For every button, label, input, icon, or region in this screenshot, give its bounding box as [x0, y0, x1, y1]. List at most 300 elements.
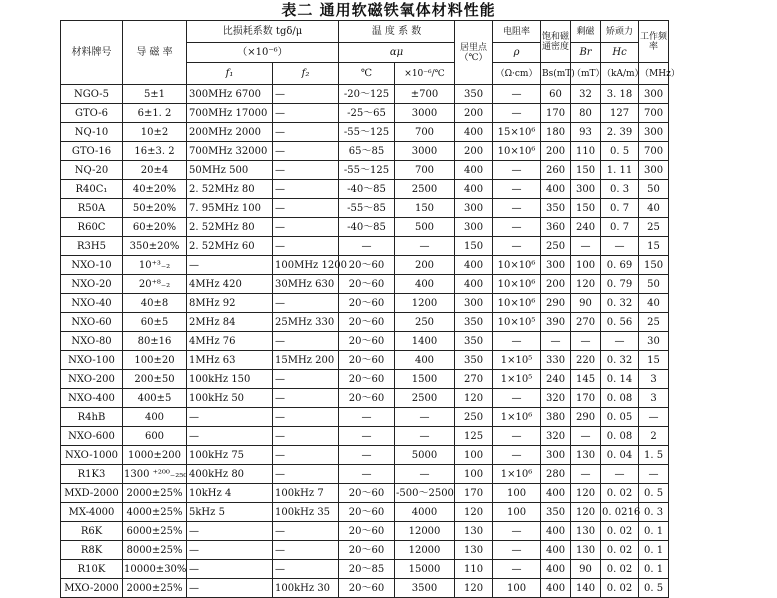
cell-loss-f2: — [273, 218, 339, 237]
cell-curie: 400 [455, 161, 493, 180]
cell-resistivity: — [493, 180, 541, 199]
cell-permeability: 60±20% [123, 218, 187, 237]
cell-br: 120 [571, 484, 601, 503]
cell-freq: 25 [639, 313, 669, 332]
cell-bs: 380 [541, 408, 571, 427]
cell-temp-coef: 500 [395, 218, 455, 237]
cell-loss-f1: 2. 52MHz 80 [187, 180, 273, 199]
cell-resistivity: 1×10⁶ [493, 408, 541, 427]
cell-loss-f2: 100kHz 30 [273, 579, 339, 598]
cell-permeability: 10±2 [123, 123, 187, 142]
cell-bs: 170 [541, 104, 571, 123]
cell-temp-range: — [339, 427, 395, 446]
table-row [61, 161, 669, 180]
material-properties-table [60, 20, 680, 598]
cell-bs: 400 [541, 522, 571, 541]
cell-material: R4hB [61, 408, 123, 427]
cell-curie: 200 [455, 142, 493, 161]
cell-br: 130 [571, 446, 601, 465]
cell-loss-f1: — [187, 541, 273, 560]
cell-temp-range: 20～60 [339, 541, 395, 560]
cell-br: 130 [571, 522, 601, 541]
cell-temp-range: -40～85 [339, 180, 395, 199]
cell-br: — [571, 237, 601, 256]
cell-hc: 1. 11 [601, 161, 639, 180]
cell-loss-f2: — [273, 370, 339, 389]
cell-loss-f2: 30MHz 630 [273, 275, 339, 294]
cell-hc: 0. 02 [601, 560, 639, 579]
cell-permeability: 400 [123, 408, 187, 427]
cell-bs: 400 [541, 541, 571, 560]
table-row [61, 256, 669, 275]
cell-loss-f1: 2MHz 84 [187, 313, 273, 332]
cell-loss-f2: — [273, 294, 339, 313]
cell-material: MX-4000 [61, 503, 123, 522]
header-f1: f₁ [187, 63, 273, 85]
cell-bs: 240 [541, 370, 571, 389]
cell-temp-range: -55～85 [339, 199, 395, 218]
cell-temp-coef: 700 [395, 161, 455, 180]
cell-loss-f1: 2. 52MHz 60 [187, 237, 273, 256]
cell-temp-coef: ±700 [395, 85, 455, 104]
cell-temp-coef: — [395, 427, 455, 446]
cell-loss-f2: — [273, 199, 339, 218]
cell-temp-range: 65～85 [339, 142, 395, 161]
cell-resistivity: — [493, 389, 541, 408]
cell-br: 290 [571, 408, 601, 427]
table-row [61, 142, 669, 161]
table-row [61, 427, 669, 446]
cell-freq: 2 [639, 427, 669, 446]
cell-temp-range: -25～65 [339, 104, 395, 123]
cell-loss-f1: 4MHz 420 [187, 275, 273, 294]
cell-br: 100 [571, 256, 601, 275]
cell-loss-f1: — [187, 256, 273, 275]
cell-permeability: 60±5 [123, 313, 187, 332]
cell-freq: 700 [639, 104, 669, 123]
cell-temp-coef: 3500 [395, 579, 455, 598]
cell-loss-f1: 50MHz 500 [187, 161, 273, 180]
cell-temp-coef: 5000 [395, 446, 455, 465]
cell-temp-range: 20～60 [339, 351, 395, 370]
cell-hc: 0. 79 [601, 275, 639, 294]
cell-material: MXD-2000 [61, 484, 123, 503]
header-br: 剩磁 [571, 21, 601, 43]
cell-loss-f2: — [273, 427, 339, 446]
header-rho: ρ [493, 43, 541, 63]
cell-temp-coef: 1500 [395, 370, 455, 389]
cell-br: 93 [571, 123, 601, 142]
cell-permeability: 20⁺⁸₋₂ [123, 275, 187, 294]
cell-hc: 0. 7 [601, 199, 639, 218]
cell-freq: 50 [639, 275, 669, 294]
cell-resistivity: — [493, 427, 541, 446]
cell-hc: 3. 18 [601, 85, 639, 104]
cell-temp-range: — [339, 446, 395, 465]
cell-hc: 0. 32 [601, 351, 639, 370]
cell-freq: 0. 5 [639, 484, 669, 503]
cell-loss-f1: 7. 95MHz 100 [187, 199, 273, 218]
header-freq-unit: （MHz） [639, 63, 669, 85]
table-row [61, 275, 669, 294]
cell-permeability: 8000±25% [123, 541, 187, 560]
cell-bs: 320 [541, 389, 571, 408]
cell-loss-f2: — [273, 408, 339, 427]
header-br-symbol: Br [571, 43, 601, 63]
cell-br: 110 [571, 142, 601, 161]
table-row [61, 560, 669, 579]
cell-hc: 0. 3 [601, 180, 639, 199]
cell-temp-coef: 700 [395, 123, 455, 142]
cell-curie: 400 [455, 256, 493, 275]
cell-material: NXO-80 [61, 332, 123, 351]
cell-temp-coef: 1200 [395, 294, 455, 313]
header-hc-unit: （kA/m） [601, 63, 639, 85]
cell-bs: 300 [541, 256, 571, 275]
cell-loss-f1: 8MHz 92 [187, 294, 273, 313]
cell-temp-coef: 2500 [395, 180, 455, 199]
cell-loss-f1: 100kHz 150 [187, 370, 273, 389]
cell-material: NXO-200 [61, 370, 123, 389]
cell-material: NXO-40 [61, 294, 123, 313]
cell-material: NQ-10 [61, 123, 123, 142]
cell-temp-range: 20～60 [339, 370, 395, 389]
cell-loss-f2: — [273, 237, 339, 256]
cell-loss-f1: 100kHz 75 [187, 446, 273, 465]
cell-loss-f2: — [273, 142, 339, 161]
cell-material: R6K [61, 522, 123, 541]
cell-temp-range: 20～60 [339, 389, 395, 408]
cell-temp-coef: 400 [395, 351, 455, 370]
cell-bs: 400 [541, 560, 571, 579]
cell-br: 300 [571, 180, 601, 199]
cell-curie: 130 [455, 522, 493, 541]
cell-loss-f2: — [273, 465, 339, 484]
cell-loss-f1: — [187, 522, 273, 541]
cell-br: — [571, 427, 601, 446]
cell-bs: 400 [541, 484, 571, 503]
cell-bs: 200 [541, 142, 571, 161]
cell-material: NQ-20 [61, 161, 123, 180]
cell-curie: 120 [455, 389, 493, 408]
cell-loss-f1: 1MHz 63 [187, 351, 273, 370]
cell-br: 270 [571, 313, 601, 332]
cell-curie: 350 [455, 351, 493, 370]
cell-bs: 180 [541, 123, 571, 142]
cell-curie: 400 [455, 123, 493, 142]
header-bs-unit: Bs(mT) [541, 63, 571, 85]
cell-freq: 25 [639, 218, 669, 237]
cell-resistivity: 15×10⁶ [493, 123, 541, 142]
cell-temp-range: 20～60 [339, 579, 395, 598]
cell-loss-f1: 4MHz 76 [187, 332, 273, 351]
cell-br: 145 [571, 370, 601, 389]
cell-resistivity: 100 [493, 503, 541, 522]
cell-temp-range: 20～60 [339, 503, 395, 522]
table-row [61, 351, 669, 370]
cell-resistivity: — [493, 85, 541, 104]
cell-temp-range: 20～85 [339, 560, 395, 579]
cell-material: NXO-10 [61, 256, 123, 275]
cell-br: 80 [571, 104, 601, 123]
cell-permeability: 200±50 [123, 370, 187, 389]
cell-permeability: 10000±30% [123, 560, 187, 579]
cell-br: 150 [571, 199, 601, 218]
cell-temp-coef: -500～2500 [395, 484, 455, 503]
table-row [61, 484, 669, 503]
cell-bs: 400 [541, 579, 571, 598]
table-row [61, 389, 669, 408]
table-row [61, 123, 669, 142]
cell-temp-coef: 3000 [395, 142, 455, 161]
cell-curie: 400 [455, 275, 493, 294]
cell-loss-f1: 700MHz 32000 [187, 142, 273, 161]
cell-loss-f2: — [273, 446, 339, 465]
header-hc: 矫顽力 [601, 21, 639, 43]
cell-hc: — [601, 332, 639, 351]
cell-freq: 300 [639, 123, 669, 142]
cell-freq: 30 [639, 332, 669, 351]
cell-loss-f2: — [273, 123, 339, 142]
cell-permeability: 6000±25% [123, 522, 187, 541]
cell-permeability: 16±3. 2 [123, 142, 187, 161]
header-loss-unit: （×10⁻⁶） [187, 43, 339, 63]
cell-loss-f2: — [273, 560, 339, 579]
cell-br: 170 [571, 389, 601, 408]
cell-resistivity: 10×10⁶ [493, 275, 541, 294]
table-title: 表二 通用软磁铁氧体材料性能 [281, 1, 496, 19]
cell-loss-f1: 200MHz 2000 [187, 123, 273, 142]
cell-freq: 300 [639, 85, 669, 104]
cell-hc: 0. 02 [601, 522, 639, 541]
cell-hc: 2. 39 [601, 123, 639, 142]
table-row [61, 579, 669, 598]
header-br-unit: （mT） [571, 63, 601, 85]
cell-curie: 300 [455, 218, 493, 237]
cell-temp-range: -55～125 [339, 161, 395, 180]
cell-freq: 0. 1 [639, 522, 669, 541]
cell-hc: 0. 0216 [601, 503, 639, 522]
cell-material: NXO-1000 [61, 446, 123, 465]
cell-hc: 0. 02 [601, 484, 639, 503]
cell-hc: 0. 08 [601, 389, 639, 408]
cell-resistivity: 100 [493, 484, 541, 503]
table-row [61, 503, 669, 522]
cell-permeability: 1300 ⁺²⁰⁰₋₂₅₀ [123, 465, 187, 484]
cell-permeability: 400±5 [123, 389, 187, 408]
cell-temp-range: 20～60 [339, 275, 395, 294]
cell-material: R60C [61, 218, 123, 237]
header-freq: 工作频率 [639, 21, 669, 63]
header-temp-c: ℃ [339, 63, 395, 85]
cell-curie: 120 [455, 503, 493, 522]
cell-bs: 260 [541, 161, 571, 180]
cell-freq: 3 [639, 370, 669, 389]
cell-resistivity: — [493, 218, 541, 237]
cell-loss-f1: — [187, 408, 273, 427]
cell-temp-range: -20～125 [339, 85, 395, 104]
cell-bs: 390 [541, 313, 571, 332]
cell-bs: 360 [541, 218, 571, 237]
cell-temp-coef: 12000 [395, 522, 455, 541]
cell-permeability: 40±8 [123, 294, 187, 313]
cell-hc: 0. 04 [601, 446, 639, 465]
cell-freq: 300 [639, 161, 669, 180]
cell-br: 140 [571, 579, 601, 598]
cell-freq: 15 [639, 237, 669, 256]
cell-permeability: 10⁺³₋₂ [123, 256, 187, 275]
cell-curie: 200 [455, 104, 493, 123]
cell-br: 130 [571, 541, 601, 560]
cell-material: NXO-20 [61, 275, 123, 294]
cell-br: 120 [571, 275, 601, 294]
cell-br: 90 [571, 294, 601, 313]
cell-curie: 170 [455, 484, 493, 503]
cell-loss-f1: 2. 52MHz 80 [187, 218, 273, 237]
cell-permeability: 600 [123, 427, 187, 446]
cell-temp-coef: 2500 [395, 389, 455, 408]
cell-curie: 110 [455, 560, 493, 579]
cell-material: MXO-2000 [61, 579, 123, 598]
cell-curie: 250 [455, 408, 493, 427]
cell-material: R1K3 [61, 465, 123, 484]
cell-resistivity: 1×10⁵ [493, 351, 541, 370]
cell-permeability: 6±1. 2 [123, 104, 187, 123]
cell-resistivity: 1×10⁵ [493, 370, 541, 389]
cell-material: GTO-16 [61, 142, 123, 161]
cell-permeability: 2000±25% [123, 579, 187, 598]
cell-material: R3H5 [61, 237, 123, 256]
cell-loss-f1: — [187, 579, 273, 598]
cell-temp-range: -55～125 [339, 123, 395, 142]
cell-freq: 0. 5 [639, 579, 669, 598]
cell-curie: 120 [455, 579, 493, 598]
cell-temp-range: 20～60 [339, 294, 395, 313]
cell-permeability: 4000±25% [123, 503, 187, 522]
cell-bs: 200 [541, 275, 571, 294]
cell-temp-range: -40～85 [339, 218, 395, 237]
cell-loss-f2: — [273, 180, 339, 199]
cell-resistivity: — [493, 541, 541, 560]
cell-temp-coef: 12000 [395, 541, 455, 560]
cell-loss-f2: 100kHz 7 [273, 484, 339, 503]
cell-loss-f2: — [273, 85, 339, 104]
cell-br: 220 [571, 351, 601, 370]
cell-freq: 0. 1 [639, 560, 669, 579]
cell-temp-coef: 150 [395, 199, 455, 218]
cell-permeability: 80±16 [123, 332, 187, 351]
cell-hc: 0. 02 [601, 579, 639, 598]
cell-loss-f2: 100kHz 35 [273, 503, 339, 522]
cell-bs: 350 [541, 503, 571, 522]
cell-bs: 350 [541, 199, 571, 218]
cell-hc: 0. 5 [601, 142, 639, 161]
cell-bs: 400 [541, 180, 571, 199]
table-row [61, 541, 669, 560]
cell-resistivity: — [493, 332, 541, 351]
header-temp-unit: ×10⁻⁶/℃ [395, 63, 455, 85]
cell-loss-f2: 15MHz 200 [273, 351, 339, 370]
cell-bs: 330 [541, 351, 571, 370]
cell-br: 90 [571, 560, 601, 579]
cell-loss-f2: 25MHz 330 [273, 313, 339, 332]
cell-freq: 0. 3 [639, 503, 669, 522]
cell-loss-f2: — [273, 161, 339, 180]
cell-freq: 50 [639, 180, 669, 199]
header-permeability: 导 磁 率 [123, 21, 187, 85]
cell-curie: 350 [455, 313, 493, 332]
cell-freq: 40 [639, 294, 669, 313]
table-body [61, 85, 669, 598]
cell-freq: 15 [639, 351, 669, 370]
cell-resistivity: — [493, 161, 541, 180]
table-row [61, 370, 669, 389]
cell-resistivity: — [493, 237, 541, 256]
cell-temp-coef: 4000 [395, 503, 455, 522]
table-row [61, 522, 669, 541]
header-f2: f₂ [273, 63, 339, 85]
header-resistivity: 电阻率 [493, 21, 541, 43]
table-row [61, 313, 669, 332]
cell-hc: 0. 56 [601, 313, 639, 332]
cell-loss-f2: — [273, 332, 339, 351]
header-material: 材料牌号 [61, 21, 123, 85]
cell-hc: 0. 14 [601, 370, 639, 389]
cell-curie: 350 [455, 85, 493, 104]
header-curie: 居里点（℃） [455, 21, 493, 85]
table-row [61, 180, 669, 199]
cell-temp-coef: 400 [395, 275, 455, 294]
cell-hc: 0. 69 [601, 256, 639, 275]
cell-br: 32 [571, 85, 601, 104]
cell-br: 120 [571, 503, 601, 522]
cell-resistivity: — [493, 104, 541, 123]
cell-temp-coef: 1400 [395, 332, 455, 351]
cell-curie: 270 [455, 370, 493, 389]
cell-hc: 127 [601, 104, 639, 123]
cell-freq: — [639, 465, 669, 484]
cell-temp-range: 20～60 [339, 332, 395, 351]
cell-freq: — [639, 408, 669, 427]
cell-loss-f1: — [187, 560, 273, 579]
table-row [61, 85, 669, 104]
table-row [61, 104, 669, 123]
cell-hc: — [601, 465, 639, 484]
cell-permeability: 40±20% [123, 180, 187, 199]
cell-loss-f2: — [273, 104, 339, 123]
cell-loss-f2: — [273, 389, 339, 408]
cell-br: — [571, 465, 601, 484]
cell-curie: 350 [455, 332, 493, 351]
cell-material: NXO-400 [61, 389, 123, 408]
cell-temp-range: — [339, 408, 395, 427]
cell-temp-range: 20～60 [339, 522, 395, 541]
cell-resistivity: 10×10⁶ [493, 256, 541, 275]
table-row [61, 465, 669, 484]
cell-temp-coef: — [395, 408, 455, 427]
cell-br: 150 [571, 161, 601, 180]
cell-resistivity: — [493, 446, 541, 465]
cell-bs: 280 [541, 465, 571, 484]
cell-material: NXO-60 [61, 313, 123, 332]
cell-material: R40C₁ [61, 180, 123, 199]
cell-loss-f1: 5kHz 5 [187, 503, 273, 522]
table-row [61, 408, 669, 427]
cell-loss-f1: — [187, 427, 273, 446]
cell-temp-coef: — [395, 237, 455, 256]
header-alpha: αμ [339, 43, 455, 63]
cell-permeability: 2000±25% [123, 484, 187, 503]
